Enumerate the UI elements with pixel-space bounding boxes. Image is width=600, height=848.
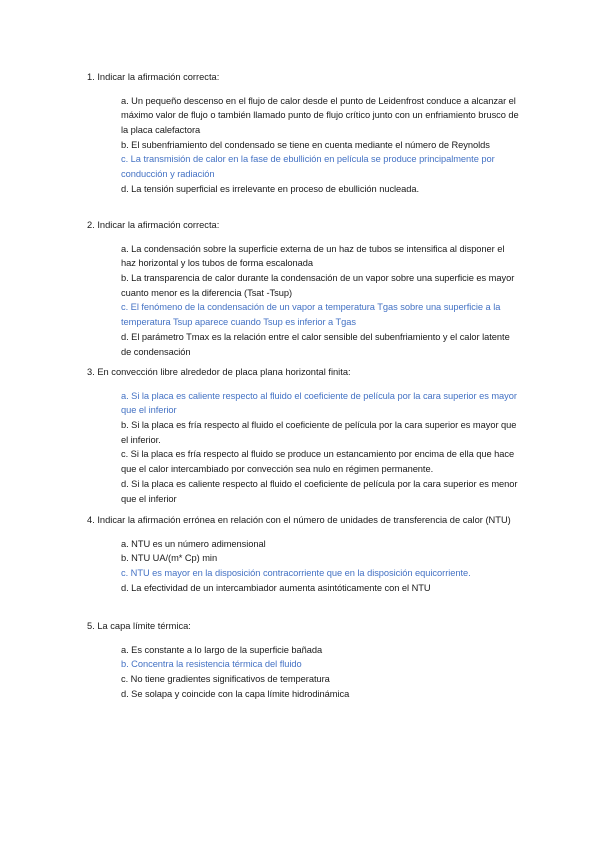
- question-4: [87, 513, 517, 595]
- answer-option-highlighted: a. Si la placa es caliente respecto al fluido el coeficiente de película por la cara superior es mayor que el inferior: [121, 390, 517, 416]
- answer-option: d. La tensión superficial es irrelevante en proceso de ebullición nucleada.: [121, 183, 420, 194]
- answer-option: c. Si la placa es fría respecto al fluido se produce un estancamiento por encima de ella que hace que el calor intercambiado por convección sea nulo en régimen permanente.: [121, 449, 515, 475]
- answer-option-highlighted: c. La transmisión de calor en la fase de ebullición en película se produce principalmente por conducción y radiación: [121, 154, 495, 180]
- answer-option: a. Es constante a lo largo de la superficie bañada: [121, 644, 323, 655]
- answer-option: d. Si la placa es caliente respecto al fluido el coeficiente de película por la cara superior es menor que el inferior: [121, 478, 518, 504]
- answer-option: c. No tiene gradientes significativos de temperatura: [121, 674, 330, 684]
- options-list: [121, 242, 519, 360]
- answer-option-highlighted: b. Concentra la resistencia térmica del fluido: [121, 659, 302, 670]
- answer-option: d. Se solapa y coincide con la capa límite hidrodinámica: [121, 688, 350, 699]
- answer-option: b. NTU UA/(m* Cp) min: [121, 553, 218, 564]
- options-list: [121, 537, 519, 596]
- answer-option-highlighted: c. NTU es mayor en la disposición contracorriente que en la disposición equicorriente.: [121, 568, 471, 578]
- answer-option: d. La efectividad de un intercambiador aumenta asintóticamente con el NTU: [121, 582, 431, 593]
- options-list: [121, 643, 519, 702]
- answer-option: b. Si la placa es fría respecto al fluido el coeficiente de película por la cara superior es mayor que el inferior.: [121, 420, 517, 445]
- answer-option: a. La condensación sobre la superficie externa de un haz de tubos se intensifica al disponer el haz horizontal y los tubos de forma escalonada: [121, 243, 505, 269]
- question-title: 3. En convección libre alrededor de placa plana horizontal finita:: [87, 367, 351, 377]
- options-list: [121, 389, 519, 507]
- answer-option: b. La transparencia de calor durante la condensación de un vapor sobre una superficie es mayor cuanto menor es la diferencia (Tsat -Tsup): [121, 273, 515, 298]
- question-title: 5. La capa límite térmica:: [87, 621, 191, 631]
- answer-option: a. Un pequeño descenso en el flujo de calor desde el punto de Leidenfrost conduce a alcanzar el máximo valor de flujo o también llamado punto de flujo crítico junto con un enfriamiento brusco de la placa calefactora: [121, 95, 519, 135]
- question-5: [87, 619, 517, 701]
- answer-option: b. El subenfriamiento del condensado se tiene en cuenta mediante el número de Reynolds: [121, 139, 490, 150]
- question-2: [87, 218, 517, 359]
- question-title: 2. Indicar la afirmación correcta:: [87, 220, 220, 230]
- question-1: [87, 70, 517, 197]
- answer-option: a. NTU es un número adimensional: [121, 538, 266, 549]
- question-title: 1. Indicar la afirmación correcta:: [87, 72, 220, 82]
- answer-option-highlighted: c. El fenómeno de la condensación de un vapor a temperatura Tgas sobre una superficie a la temperatura Tsup aparece cuando Tsup es inferior a Tgas: [121, 302, 501, 328]
- question-title: 4. Indicar la afirmación errónea en relación con el número de unidades de transferencia de calor (NTU): [87, 515, 511, 525]
- options-list: [121, 94, 519, 197]
- answer-option: d. El parámetro Tmax es la relación entre el calor sensible del subenfriamiento y el calor latente de condensación: [121, 331, 510, 357]
- question-3: [87, 365, 517, 506]
